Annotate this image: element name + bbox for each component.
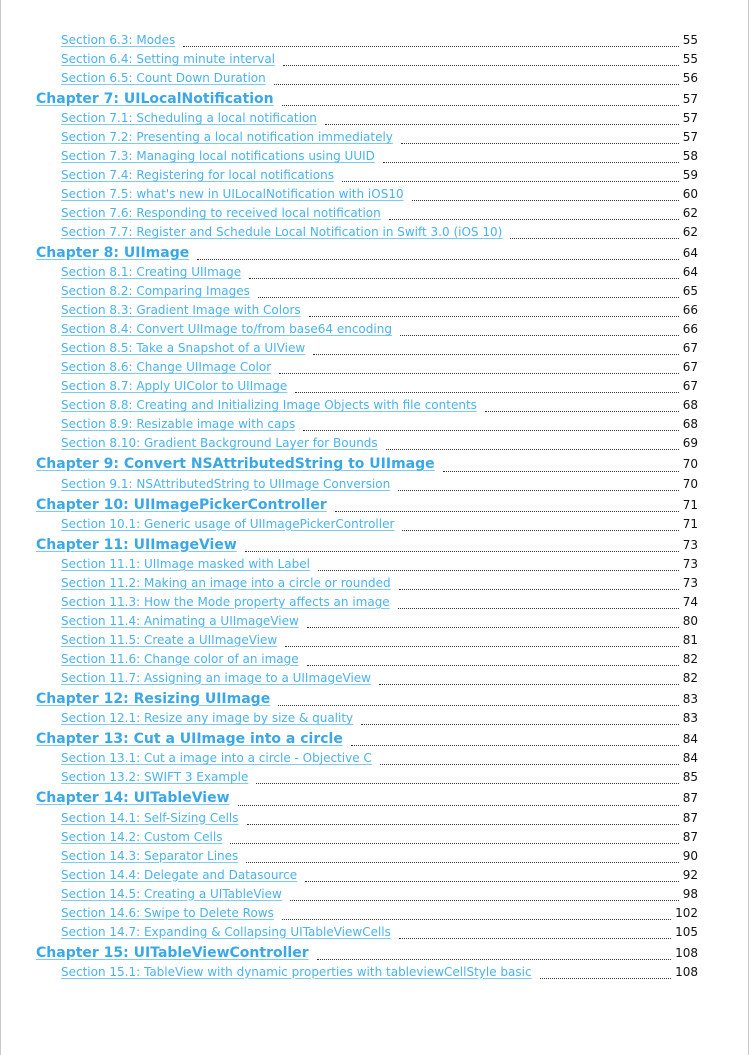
dot-leader <box>245 550 679 552</box>
chapter-link[interactable]: Chapter 7: UILocalNotification <box>36 91 274 107</box>
section-link[interactable]: Section 10.1: Generic usage of UIImagePickerController <box>61 516 395 531</box>
dot-leader <box>230 842 678 844</box>
page-number: 90 <box>682 848 698 863</box>
dot-leader <box>380 763 679 765</box>
section-link[interactable]: Section 13.1: Cut a image into a circle - Objective C <box>61 751 372 766</box>
dot-leader <box>400 334 679 336</box>
page-number: 65 <box>682 284 698 299</box>
dot-leader <box>402 529 678 531</box>
page-number: 56 <box>682 71 698 85</box>
toc-chapter-entry[interactable] <box>0 690 750 711</box>
page-number: 102 <box>675 905 698 920</box>
section-link[interactable]: Section 8.8: Creating and Initializing Image Objects with file contents <box>61 398 477 413</box>
section-link[interactable]: Section 9.1: NSAttributedString to UIImage Conversion <box>61 476 391 491</box>
page-number: 87 <box>682 829 698 844</box>
page-number: 68 <box>682 417 698 432</box>
section-link[interactable]: Section 8.10: Gradient Background Layer for Bounds <box>61 436 378 451</box>
toc-section-entry[interactable] <box>0 436 750 455</box>
toc-chapter-entry[interactable] <box>0 536 750 557</box>
toc-section-entry[interactable] <box>0 33 750 52</box>
section-link[interactable]: Section 11.5: Create a UIImageView <box>61 632 278 647</box>
section-link[interactable]: Section 8.7: Apply UIColor to UIImage <box>61 379 288 394</box>
section-link[interactable]: Section 11.6: Change color of an image <box>61 651 299 666</box>
page-number: 60 <box>682 187 698 202</box>
page-number: 87 <box>682 791 698 806</box>
page-number: 71 <box>682 497 698 512</box>
dot-leader <box>412 199 679 201</box>
toc-section-entry[interactable] <box>0 206 750 225</box>
dot-leader <box>197 258 678 260</box>
page-number: 81 <box>682 632 698 647</box>
toc-section-entry[interactable] <box>0 341 750 360</box>
toc-section-entry[interactable] <box>0 965 750 984</box>
section-link[interactable]: Section 11.2: Making an image into a circle or rounded <box>61 575 391 590</box>
toc-section-entry[interactable] <box>0 595 750 614</box>
page-number: 82 <box>682 670 698 685</box>
page-number: 74 <box>682 594 698 609</box>
section-link[interactable]: Section 6.4: Setting minute interval <box>61 52 276 66</box>
section-link[interactable]: Section 11.7: Assigning an image to a UIImageView <box>61 670 371 685</box>
section-link[interactable]: Section 14.5: Creating a UITableView <box>61 886 282 901</box>
page-number: 62 <box>682 206 698 221</box>
toc-section-entry[interactable] <box>0 111 750 130</box>
chapter-link[interactable]: Chapter 14: UITableView <box>36 790 230 807</box>
toc-section-entry[interactable] <box>0 811 750 830</box>
dot-leader <box>305 880 679 882</box>
chapter-link[interactable]: Chapter 8: UIImage <box>36 245 190 262</box>
toc-section-entry[interactable] <box>0 906 750 925</box>
toc-section-entry[interactable] <box>0 830 750 849</box>
chapter-link[interactable]: Chapter 11: UIImageView <box>36 536 237 553</box>
page-number: 68 <box>682 398 698 413</box>
dot-leader <box>285 645 679 647</box>
page-number: 87 <box>682 810 698 825</box>
dot-leader <box>318 569 679 571</box>
section-link[interactable]: Section 6.5: Count Down Duration <box>61 71 266 85</box>
dot-leader <box>307 626 679 628</box>
page-number: 73 <box>682 537 698 552</box>
section-link[interactable]: Section 8.4: Convert UIImage to/from base64 encoding <box>61 322 392 337</box>
dot-leader <box>398 607 679 609</box>
toc-chapter-entry[interactable] <box>0 90 750 111</box>
toc-section-entry[interactable] <box>0 517 750 536</box>
dot-leader <box>317 958 671 960</box>
toc-section-entry[interactable] <box>0 849 750 868</box>
toc-section-entry[interactable] <box>0 168 750 187</box>
section-link[interactable]: Section 14.2: Custom Cells <box>61 829 223 844</box>
dot-leader <box>295 391 678 393</box>
page-number: 108 <box>675 964 698 979</box>
page-number: 98 <box>682 886 698 901</box>
page-number: 57 <box>682 130 698 145</box>
page-number: 85 <box>682 770 698 785</box>
dot-leader <box>398 489 678 491</box>
dot-leader <box>309 315 679 317</box>
toc-section-entry[interactable] <box>0 477 750 496</box>
section-link[interactable]: Section 11.4: Animating a UIImageView <box>61 613 299 628</box>
dot-leader <box>274 83 679 85</box>
toc-section-entry[interactable] <box>0 130 750 149</box>
dot-leader <box>325 123 679 125</box>
page-number: 73 <box>682 575 698 590</box>
page-number: 58 <box>682 149 698 164</box>
section-link[interactable]: Section 8.2: Comparing Images <box>61 284 250 299</box>
chapter-link[interactable]: Chapter 10: UIImagePickerController <box>36 496 327 513</box>
section-link[interactable]: Section 11.1: UIImage masked with Label <box>61 556 310 571</box>
page-number: 66 <box>682 322 698 337</box>
section-link[interactable]: Section 8.5: Take a Snapshot of a UIView <box>61 341 306 356</box>
dot-leader <box>258 296 679 298</box>
toc-section-entry[interactable] <box>0 417 750 436</box>
toc-chapter-entry[interactable] <box>0 789 750 810</box>
section-link[interactable]: Section 7.2: Presenting a local notification immediately <box>61 130 393 145</box>
section-link[interactable]: Section 14.3: Separator Lines <box>61 848 239 863</box>
page-number: 59 <box>682 168 698 183</box>
toc-section-entry[interactable] <box>0 557 750 576</box>
dot-leader <box>246 861 678 863</box>
toc-section-entry[interactable] <box>0 652 750 671</box>
dot-leader <box>183 45 678 47</box>
dot-leader <box>443 470 679 472</box>
dot-leader <box>256 782 678 784</box>
section-link[interactable]: Section 12.1: Resize any image by size & quality <box>61 711 354 726</box>
page-number: 57 <box>682 111 698 126</box>
toc-section-entry[interactable] <box>0 868 750 887</box>
toc-chapter-entry[interactable] <box>0 944 750 965</box>
table-of-contents <box>0 33 750 984</box>
page-number: 73 <box>682 556 698 571</box>
toc-section-entry[interactable] <box>0 711 750 730</box>
dot-leader <box>383 161 679 163</box>
dot-leader <box>303 429 679 431</box>
toc-section-entry[interactable] <box>0 925 750 944</box>
toc-section-entry[interactable] <box>0 187 750 206</box>
dot-leader <box>399 937 671 939</box>
toc-section-entry[interactable] <box>0 149 750 168</box>
page-number: 70 <box>682 476 698 491</box>
section-link[interactable]: Section 14.6: Swipe to Delete Rows <box>61 905 274 920</box>
page-number: 57 <box>682 92 698 106</box>
section-link[interactable]: Section 8.3: Gradient Image with Colors <box>61 303 301 318</box>
dot-leader <box>290 899 679 901</box>
toc-section-entry[interactable] <box>0 265 750 284</box>
dot-leader <box>540 977 672 979</box>
page-number: 80 <box>682 613 698 628</box>
toc-section-entry[interactable] <box>0 633 750 652</box>
page-number: 62 <box>682 225 698 240</box>
dot-leader <box>342 180 679 182</box>
page-number: 69 <box>682 436 698 451</box>
page-number: 55 <box>682 33 698 47</box>
page-number: 71 <box>682 516 698 531</box>
page-number: 84 <box>682 751 698 766</box>
page-number: 55 <box>682 52 698 66</box>
dot-leader <box>282 918 671 920</box>
toc-section-entry[interactable] <box>0 751 750 770</box>
page-number: 67 <box>682 341 698 356</box>
dot-leader <box>335 510 679 512</box>
section-link[interactable]: Section 11.3: How the Mode property affects an image <box>61 594 390 609</box>
toc-section-entry[interactable] <box>0 322 750 341</box>
page-number: 70 <box>682 457 698 472</box>
page-number: 84 <box>682 732 698 747</box>
toc-section-entry[interactable] <box>0 303 750 322</box>
toc-chapter-entry[interactable] <box>0 730 750 751</box>
toc-section-entry[interactable] <box>0 360 750 379</box>
page-number: 66 <box>682 303 698 318</box>
chapter-link[interactable]: Chapter 15: UITableViewController <box>36 944 309 961</box>
toc-section-entry[interactable] <box>0 770 750 789</box>
chapter-link[interactable]: Chapter 9: Convert NSAttributedString to UIImage <box>36 456 435 473</box>
dot-leader <box>389 218 679 220</box>
chapter-link[interactable]: Chapter 13: Cut a UIImage into a circle <box>36 731 343 748</box>
toc-section-entry[interactable] <box>0 614 750 633</box>
section-link[interactable]: Section 7.6: Responding to received local notification <box>61 206 381 221</box>
section-link[interactable]: Section 13.2: SWIFT 3 Example <box>61 770 249 785</box>
section-link[interactable]: Section 6.3: Modes <box>61 33 176 47</box>
dot-leader <box>401 142 679 144</box>
dot-leader <box>361 723 679 725</box>
page-number: 92 <box>682 867 698 882</box>
page-number: 64 <box>682 246 698 261</box>
dot-leader <box>485 410 679 412</box>
toc-section-entry[interactable] <box>0 379 750 398</box>
page-number: 105 <box>675 924 698 939</box>
page-number: 64 <box>682 265 698 280</box>
page-number: 108 <box>675 945 698 960</box>
dot-leader <box>278 704 679 706</box>
toc-chapter-entry[interactable] <box>0 496 750 517</box>
dot-leader <box>386 448 679 450</box>
section-link[interactable]: Section 7.3: Managing local notifications using UUID <box>61 149 375 164</box>
section-link[interactable]: Section 14.1: Self-Sizing Cells <box>61 810 239 825</box>
toc-section-entry[interactable] <box>0 671 750 690</box>
section-link[interactable]: Section 14.4: Delegate and Datasource <box>61 867 298 882</box>
dot-leader <box>282 104 679 106</box>
dot-leader <box>510 237 678 239</box>
toc-section-entry[interactable] <box>0 284 750 303</box>
toc-section-entry[interactable] <box>0 225 750 244</box>
section-link[interactable]: Section 8.9: Resizable image with caps <box>61 417 296 432</box>
toc-section-entry[interactable] <box>0 52 750 71</box>
toc-section-entry[interactable] <box>0 576 750 595</box>
dot-leader <box>283 64 679 66</box>
section-link[interactable]: Section 14.7: Expanding & Collapsing UITableViewCells <box>61 924 391 939</box>
page-number: 67 <box>682 379 698 394</box>
dot-leader <box>351 744 679 746</box>
dot-leader <box>238 804 679 806</box>
chapter-link[interactable]: Chapter 12: Resizing UIImage <box>36 690 271 707</box>
dot-leader <box>249 277 679 279</box>
dot-leader <box>399 588 679 590</box>
dot-leader <box>379 683 679 685</box>
section-link[interactable]: Section 15.1: TableView with dynamic properties with tableviewCellStyle basic <box>61 964 532 979</box>
section-link[interactable]: Section 7.7: Register and Schedule Local Notification in Swift 3.0 (iOS 10) <box>61 225 503 240</box>
page-number: 67 <box>682 360 698 375</box>
toc-section-entry[interactable] <box>0 887 750 906</box>
dot-leader <box>247 823 679 825</box>
toc-chapter-entry[interactable] <box>0 455 750 476</box>
section-link[interactable]: Section 8.1: Creating UIImage <box>61 265 242 280</box>
toc-chapter-entry[interactable] <box>0 244 750 265</box>
toc-section-entry[interactable] <box>0 71 750 90</box>
section-link[interactable]: Section 7.5: what's new in UILocalNotification with iOS10 <box>61 187 404 202</box>
dot-leader <box>307 664 679 666</box>
page-number: 83 <box>682 691 698 706</box>
toc-section-entry[interactable] <box>0 398 750 417</box>
page-number: 83 <box>682 711 698 726</box>
dot-leader <box>313 353 679 355</box>
section-link[interactable]: Section 8.6: Change UIImage Color <box>61 360 272 375</box>
section-link[interactable]: Section 7.1: Scheduling a local notification <box>61 111 317 126</box>
section-link[interactable]: Section 7.4: Registering for local notifications <box>61 168 334 183</box>
page-number: 82 <box>682 651 698 666</box>
dot-leader <box>279 372 679 374</box>
